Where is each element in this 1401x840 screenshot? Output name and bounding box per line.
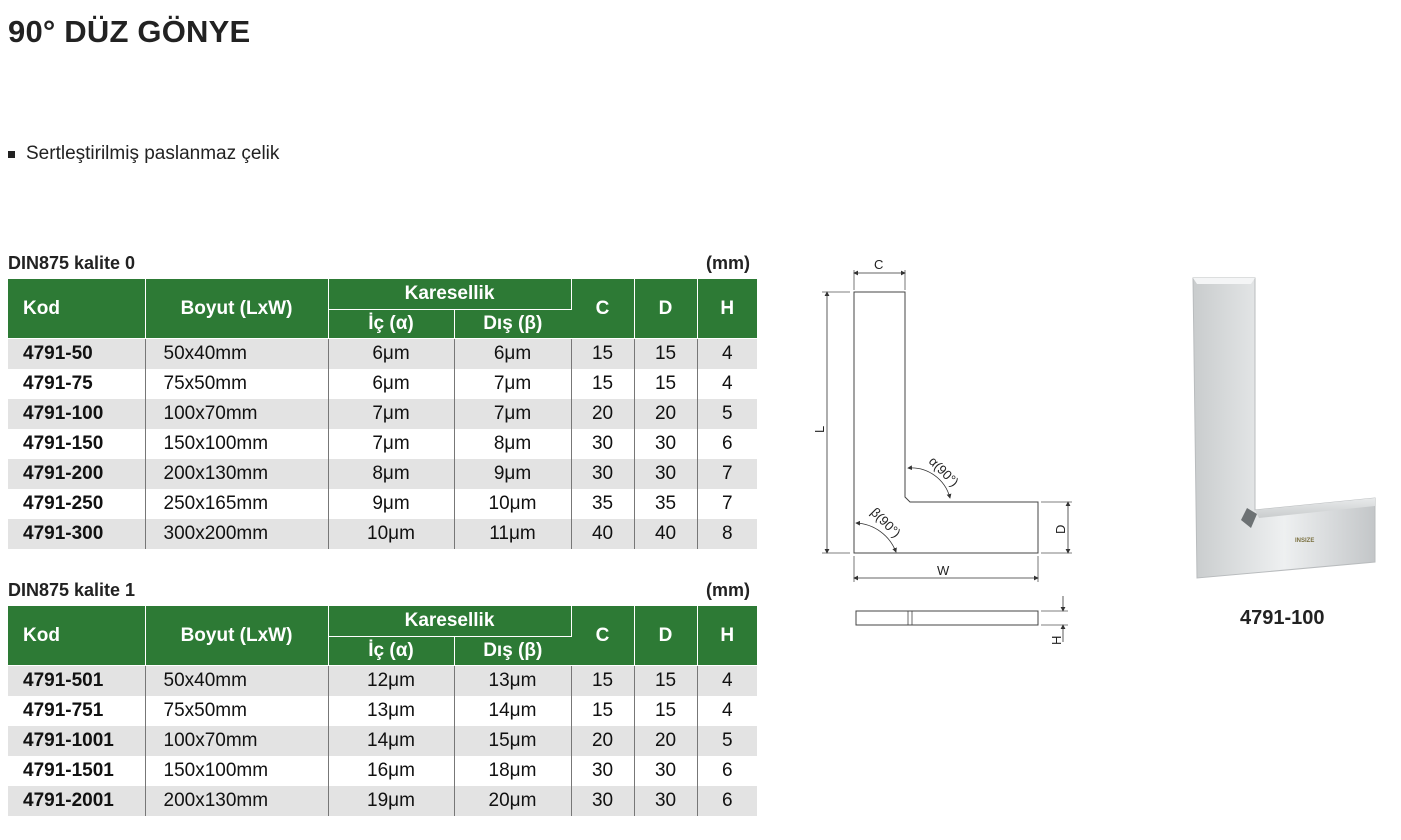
cell-h: 6 <box>697 756 757 786</box>
cell-outer: 7μm <box>454 369 571 399</box>
table0-title: DIN875 kalite 0 <box>8 253 136 273</box>
cell-h: 5 <box>697 399 757 429</box>
cell-h: 6 <box>697 786 757 816</box>
spec-table-quality-0 <box>8 279 757 549</box>
feature-item <box>8 143 279 165</box>
header-inner: İç (α) <box>328 637 454 666</box>
table-row <box>8 429 757 459</box>
cell-outer: 18μm <box>454 756 571 786</box>
cell-c: 15 <box>571 369 634 399</box>
header-code: Kod <box>8 279 145 339</box>
cell-outer: 10μm <box>454 489 571 519</box>
header-outer: Dış (β) <box>454 310 571 339</box>
cell-d: 30 <box>634 786 697 816</box>
header-h: H <box>697 279 757 339</box>
header-squareness: Karesellik <box>328 279 571 310</box>
cell-size: 200x130mm <box>145 459 328 489</box>
photo-brand-logo: INSIZE <box>1295 538 1315 544</box>
cell-code: 4791-2001 <box>8 786 145 816</box>
cell-h: 4 <box>697 666 757 697</box>
table1-unit: (mm) <box>706 580 750 600</box>
cell-d: 35 <box>634 489 697 519</box>
dim-label-l: L <box>812 425 827 433</box>
cell-size: 150x100mm <box>145 756 328 786</box>
cell-code: 4791-200 <box>8 459 145 489</box>
cell-size: 75x50mm <box>145 369 328 399</box>
header-squareness: Karesellik <box>328 606 571 637</box>
table-row <box>8 786 757 816</box>
dim-label-c: C <box>874 257 884 272</box>
cell-outer: 13μm <box>454 666 571 697</box>
cell-inner: 6μm <box>328 339 454 370</box>
cell-size: 100x70mm <box>145 399 328 429</box>
cell-c: 30 <box>571 459 634 489</box>
cell-size: 50x40mm <box>145 666 328 697</box>
header-inner: İç (α) <box>328 310 454 339</box>
cell-outer: 15μm <box>454 726 571 756</box>
cell-d: 30 <box>634 459 697 489</box>
cell-code: 4791-1001 <box>8 726 145 756</box>
product-photo <box>1185 270 1385 590</box>
cell-size: 100x70mm <box>145 726 328 756</box>
header-c: C <box>571 279 634 339</box>
cell-outer: 6μm <box>454 339 571 370</box>
header-d: D <box>634 606 697 666</box>
table-row <box>8 459 757 489</box>
cell-c: 20 <box>571 399 634 429</box>
cell-c: 15 <box>571 696 634 726</box>
cell-d: 15 <box>634 696 697 726</box>
cell-code: 4791-75 <box>8 369 145 399</box>
cell-h: 5 <box>697 726 757 756</box>
cell-h: 8 <box>697 519 757 549</box>
cell-c: 30 <box>571 429 634 459</box>
cell-code: 4791-250 <box>8 489 145 519</box>
table-row <box>8 666 757 697</box>
cell-outer: 9μm <box>454 459 571 489</box>
table1-title: DIN875 kalite 1 <box>8 580 136 600</box>
bullet-square-icon <box>8 151 15 158</box>
table0-unit: (mm) <box>706 253 750 273</box>
header-d: D <box>634 279 697 339</box>
cell-h: 4 <box>697 696 757 726</box>
cell-inner: 12μm <box>328 666 454 697</box>
cell-h: 7 <box>697 489 757 519</box>
dim-label-h: H <box>1049 635 1064 645</box>
cell-c: 35 <box>571 489 634 519</box>
cell-c: 40 <box>571 519 634 549</box>
cell-d: 30 <box>634 756 697 786</box>
cell-d: 15 <box>634 339 697 370</box>
cell-c: 15 <box>571 666 634 697</box>
table-row <box>8 756 757 786</box>
cell-inner: 6μm <box>328 369 454 399</box>
cell-code: 4791-1501 <box>8 756 145 786</box>
cell-inner: 9μm <box>328 489 454 519</box>
cell-size: 75x50mm <box>145 696 328 726</box>
cell-size: 150x100mm <box>145 429 328 459</box>
feature-text: Sertleştirilmiş paslanmaz çelik <box>26 143 280 164</box>
cell-code: 4791-50 <box>8 339 145 370</box>
cell-code: 4791-100 <box>8 399 145 429</box>
cell-d: 15 <box>634 666 697 697</box>
cell-size: 200x130mm <box>145 786 328 816</box>
cell-outer: 20μm <box>454 786 571 816</box>
cell-h: 7 <box>697 459 757 489</box>
cell-inner: 19μm <box>328 786 454 816</box>
cell-inner: 16μm <box>328 756 454 786</box>
table-row <box>8 489 757 519</box>
table-row <box>8 399 757 429</box>
cell-d: 40 <box>634 519 697 549</box>
cell-inner: 13μm <box>328 696 454 726</box>
cell-outer: 11μm <box>454 519 571 549</box>
cell-d: 15 <box>634 369 697 399</box>
cell-c: 30 <box>571 756 634 786</box>
cell-c: 15 <box>571 339 634 370</box>
cell-h: 6 <box>697 429 757 459</box>
dim-label-d: D <box>1053 524 1068 534</box>
technical-drawing <box>800 250 1080 650</box>
table-row <box>8 726 757 756</box>
cell-d: 20 <box>634 726 697 756</box>
cell-inner: 10μm <box>328 519 454 549</box>
cell-inner: 14μm <box>328 726 454 756</box>
photo-caption: 4791-100 <box>1240 607 1325 629</box>
cell-inner: 7μm <box>328 429 454 459</box>
cell-code: 4791-501 <box>8 666 145 697</box>
cell-c: 30 <box>571 786 634 816</box>
table-row <box>8 369 757 399</box>
cell-size: 50x40mm <box>145 339 328 370</box>
cell-d: 30 <box>634 429 697 459</box>
cell-outer: 14μm <box>454 696 571 726</box>
table-row <box>8 339 757 370</box>
cell-h: 4 <box>697 369 757 399</box>
cell-outer: 7μm <box>454 399 571 429</box>
alpha-angle-label: α(90°) <box>925 453 962 490</box>
spec-table-quality-1 <box>8 606 757 816</box>
header-c: C <box>571 606 634 666</box>
header-size: Boyut (LxW) <box>145 279 328 339</box>
header-code: Kod <box>8 606 145 666</box>
cell-inner: 8μm <box>328 459 454 489</box>
header-size: Boyut (LxW) <box>145 606 328 666</box>
side-view-outline <box>856 611 1038 625</box>
cell-outer: 8μm <box>454 429 571 459</box>
cell-c: 20 <box>571 726 634 756</box>
cell-d: 20 <box>634 399 697 429</box>
cell-code: 4791-300 <box>8 519 145 549</box>
dim-label-w: W <box>937 563 950 578</box>
cell-code: 4791-751 <box>8 696 145 726</box>
beta-angle-label: β(90°) <box>867 504 904 541</box>
photo-square-body <box>1193 278 1375 578</box>
header-h: H <box>697 606 757 666</box>
cell-size: 250x165mm <box>145 489 328 519</box>
cell-h: 4 <box>697 339 757 370</box>
table-row <box>8 519 757 549</box>
table-row <box>8 696 757 726</box>
cell-code: 4791-150 <box>8 429 145 459</box>
cell-inner: 7μm <box>328 399 454 429</box>
cell-size: 300x200mm <box>145 519 328 549</box>
header-outer: Dış (β) <box>454 637 571 666</box>
page-title: 90° DÜZ GÖNYE <box>8 14 251 49</box>
